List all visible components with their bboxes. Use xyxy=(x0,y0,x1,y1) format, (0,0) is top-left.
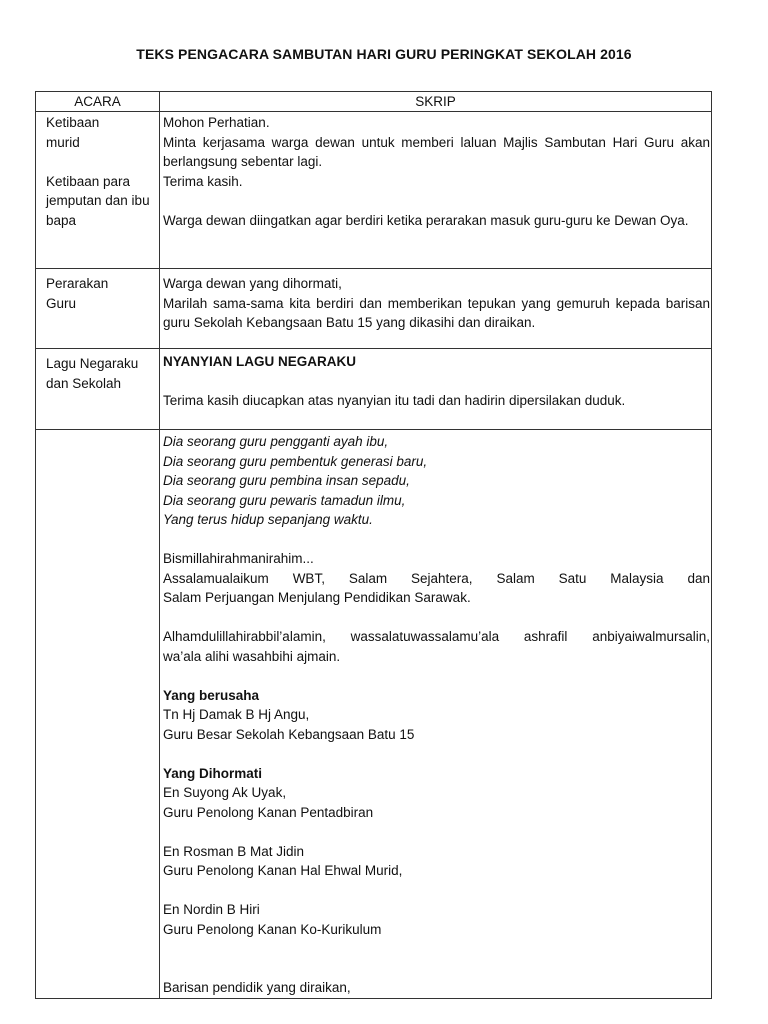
skrip-text: Bismillahirahmanirahim... xyxy=(163,551,314,566)
skrip-text: Barisan pendidik yang diraikan, xyxy=(163,980,351,995)
acara-cell xyxy=(36,112,160,269)
acara-cell xyxy=(36,269,160,349)
acara-text: Lagu Negaraku dan Sekolah xyxy=(46,356,139,391)
guest-name: En Suyong Ak Uyak, xyxy=(163,785,287,800)
skrip-cell xyxy=(160,349,712,430)
acara-text: Ketibaan murid xyxy=(46,115,100,150)
skrip-text: Mohon Perhatian. xyxy=(163,115,270,130)
skrip-text: Terima kasih diucapkan atas nyanyian itu tadi dan hadirin dipersilakan duduk. xyxy=(163,393,626,408)
skrip-text: Terima kasih. xyxy=(163,173,243,189)
skrip-text: Warga dewan diingatkan agar berdiri ketika perarakan masuk guru-guru ke Dewan Oya. xyxy=(163,212,689,228)
skrip-text: Assalamualaikum WBT, Salam Sejahtera, Salam Satu Malaysia dan xyxy=(163,570,710,586)
guest-name: En Nordin B Hiri xyxy=(163,902,260,917)
table-row xyxy=(36,430,712,999)
poem-line: Dia seorang guru pewaris tamadun ilmu, xyxy=(163,492,406,508)
skrip-heading: NYANYIAN LAGU NEGARAKU xyxy=(163,354,357,369)
poem-line: Dia seorang guru pembentuk generasi baru, xyxy=(163,453,428,469)
table-header-row xyxy=(36,92,712,112)
skrip-cell xyxy=(160,112,712,269)
document-title: TEKS PENGACARA SAMBUTAN HARI GURU PERINGKAT SEKOLAH 2016 xyxy=(136,46,632,62)
acara-cell xyxy=(36,349,160,430)
skrip-cell xyxy=(160,269,712,349)
guest-title: Guru Penolong Kanan Pentadbiran xyxy=(163,804,374,820)
skrip-text: Marilah sama-sama kita berdiri dan memberikan tepukan yang gemuruh kepada barisan guru Sekolah Kebangsaan Batu 15 yang dikasihi dan diraikan. xyxy=(163,295,710,330)
guest-name: Tn Hj Damak B Hj Angu, xyxy=(163,707,310,722)
skrip-text: Alhamdulillahirabbil’alamin, wassalatuwassalamu’ala ashrafil anbiyaiwalmursalin, xyxy=(163,629,710,644)
guest-title: Guru Besar Sekolah Kebangsaan Batu 15 xyxy=(163,726,415,742)
header-acara: ACARA xyxy=(36,92,160,112)
skrip-text: Warga dewan yang dihormati, xyxy=(163,276,342,291)
table-row xyxy=(36,112,712,269)
skrip-cell xyxy=(160,430,712,999)
poem-line: Yang terus hidup sepanjang waktu. xyxy=(163,512,373,527)
guest-name: En Rosman B Mat Jidin xyxy=(163,843,305,859)
acara-cell xyxy=(36,430,160,999)
acara-text: Perarakan Guru xyxy=(46,276,109,311)
skrip-text: wa’ala alihi wasahbihi ajmain. xyxy=(163,648,341,664)
poem-line: Dia seorang guru pembina insan sepadu, xyxy=(163,473,410,488)
header-skrip: SKRIP xyxy=(160,92,712,112)
skrip-text: Salam Perjuangan Menjulang Pendidikan Sarawak. xyxy=(163,590,471,605)
table-row xyxy=(36,349,712,430)
section-heading: Yang Dihormati xyxy=(163,765,263,781)
table-row xyxy=(36,269,712,349)
guest-title: Guru Penolong Kanan Ko-Kurikulum xyxy=(163,921,382,937)
acara-text: Ketibaan para jemputan dan ibu bapa xyxy=(46,173,150,228)
skrip-text: Minta kerjasama warga dewan untuk memberi laluan Majlis Sambutan Hari Guru akan berlangsung sebentar lagi. xyxy=(163,134,710,169)
guest-title: Guru Penolong Kanan Hal Ehwal Murid, xyxy=(163,863,403,878)
script-table xyxy=(35,91,712,999)
section-heading: Yang berusaha xyxy=(163,687,260,703)
poem-line: Dia seorang guru pengganti ayah ibu, xyxy=(163,434,389,449)
